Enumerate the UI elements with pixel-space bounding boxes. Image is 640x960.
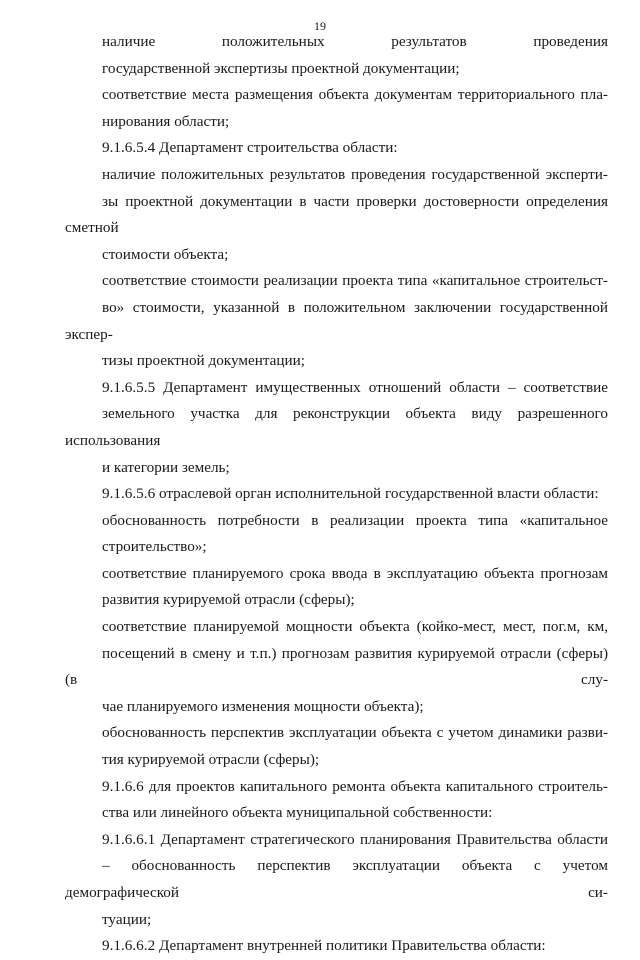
text-line: наличие положительных результатов проведения [102,33,608,50]
paragraph [65,375,608,481]
paragraph [65,720,608,773]
text-line: обоснованность потребности в реализации проекта типа «капитальное [102,511,608,529]
document-body [65,29,608,960]
text-line: строительство»; [102,538,207,556]
text-line: стоимости объекта; [102,245,229,263]
text-line: соответствие планируемого срока ввода в эксплуатацию объекта прогнозам [102,564,608,582]
text-line: ства или линейного объекта муниципальной собственности: [102,804,493,822]
text-line: тизы проектной документации; [102,352,305,370]
paragraph [65,481,608,508]
text-line: нирования области; [102,112,230,130]
text-line: наличие положительных результатов проведения государственной эксперти- [102,165,608,183]
text-line: 9.1.6.5.5 Департамент имущественных отношений области – соответствие [102,378,608,396]
paragraph [65,162,608,268]
text-line: земельного участка для реконструкции объекта виду разрешенного использования [65,405,608,449]
text-line: 9.1.6.6.1 Департамент стратегического планирования Правительства области [102,830,608,848]
text-line: 9.1.6.5.6 отраслевой орган исполнительной государственной власти области: [102,485,599,503]
text-line: соответствие планируемой мощности объекта (койко-мест, мест, пог.м, км, [102,618,608,636]
text-line: во» стоимости, указанной в положительном заключении государственной экспер- [65,298,608,343]
paragraph [65,135,608,162]
text-line: тия курируемой отрасли (сферы); [102,751,320,769]
text-line: развития курируемой отрасли (сферы); [102,591,355,609]
text-line: соответствие стоимости реализации проекта типа «капитальное строительст- [102,272,608,290]
paragraph [65,614,608,720]
text-line: государственной экспертизы проектной документации; [102,59,460,77]
text-line: туации; [102,910,152,928]
text-line: чае планируемого изменения мощности объекта); [102,697,424,715]
paragraph [65,508,608,561]
text-line: соответствие места размещения объекта документам территориального пла- [102,86,608,104]
text-line: зы проектной документации в части проверки достоверности определения сметной [65,192,608,237]
paragraph [65,82,608,135]
text-line: и категории земель; [102,458,230,476]
page-number: 19 [314,19,326,33]
paragraph [65,29,608,82]
paragraph [65,561,608,614]
paragraph [65,268,608,374]
paragraph [65,774,608,827]
text-line: 9.1.6.5.4 Департамент строительства области: [102,139,398,157]
text-line: 9.1.6.6 для проектов капитального ремонта объекта капитального строитель- [102,777,608,795]
paragraph [65,933,608,960]
paragraph [65,827,608,933]
text-line: – обоснованность перспектив эксплуатации объекта с учетом демографической си- [65,857,608,901]
text-line: 9.1.6.6.2 Департамент внутренней политики Правительства области: [102,937,546,955]
text-line: обоснованность перспектив эксплуатации объекта с учетом динамики разви- [102,724,608,742]
text-line: посещений в смену и т.п.) прогнозам развития курируемой отрасли (сферы) (в слу- [65,644,608,689]
